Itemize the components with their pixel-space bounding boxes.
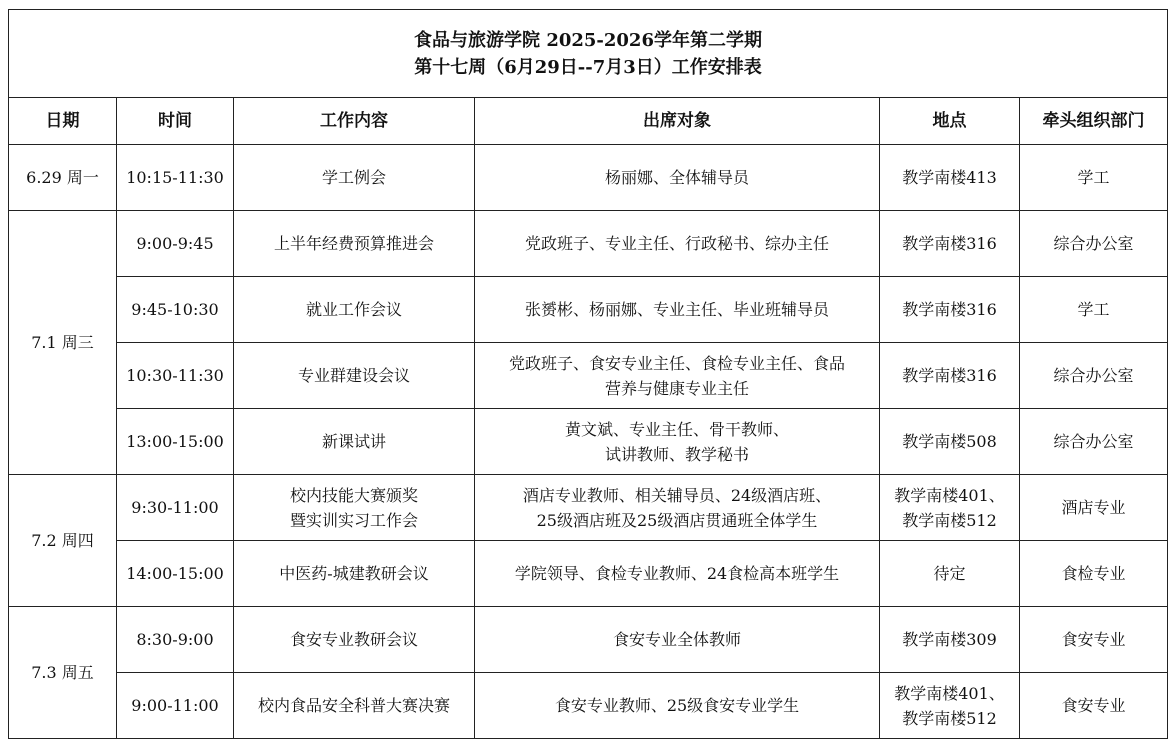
cell-attendees-line: 学院领导、食检专业教师、24食检高本班学生: [514, 564, 840, 583]
cell-location-line: 待定: [933, 564, 966, 583]
cell-dept: 综合办公室: [1020, 211, 1168, 277]
cell-content-line: 专业群建设会议: [297, 366, 410, 385]
title-line-1: 食品与旅游学院 2025-2026学年第二学期: [414, 29, 762, 51]
cell-location: [880, 145, 1020, 211]
cell-content: [234, 343, 475, 409]
cell-time: 10:15-11:30: [117, 145, 234, 211]
cell-attendees-line: 营养与健康专业主任: [604, 378, 749, 398]
cell-content: [234, 277, 475, 343]
cell-content: [234, 475, 475, 541]
cell-dept: 酒店专业: [1020, 475, 1168, 541]
cell-attendees-line: 酒店专业教师、相关辅导员、24级酒店班、: [522, 485, 832, 505]
cell-time: 9:00-11:00: [117, 673, 234, 739]
cell-location: [880, 343, 1020, 409]
cell-dept: 食检专业: [1020, 541, 1168, 607]
cell-date: 7.2 周四: [9, 475, 117, 607]
cell-content-line: 学工例会: [321, 168, 386, 187]
cell-location: [880, 541, 1020, 607]
cell-location-line: 教学南楼413: [902, 168, 997, 187]
cell-time: 9:45-10:30: [117, 277, 234, 343]
cell-attendees-line: 25级酒店班及25级酒店贯通班全体学生: [536, 510, 818, 530]
cell-content: [234, 211, 475, 277]
cell-attendees-line: 黄文斌、专业主任、骨干教师、: [564, 419, 789, 439]
cell-location-line: 教学南楼512: [902, 708, 997, 728]
cell-location-line: 教学南楼309: [902, 630, 997, 649]
cell-attendees: [475, 145, 880, 211]
cell-location: [880, 475, 1020, 541]
header-attendees: 出席对象: [475, 98, 880, 145]
cell-location: [880, 673, 1020, 739]
table-row: [9, 145, 1168, 211]
cell-dept: 学工: [1020, 277, 1168, 343]
cell-content-line: 食安专业教研会议: [289, 630, 418, 649]
cell-dept: 综合办公室: [1020, 343, 1168, 409]
cell-attendees-line: 杨丽娜、全体辅导员: [604, 168, 749, 187]
cell-attendees-line: 食安专业全体教师: [612, 630, 741, 649]
header-dept: 牵头组织部门: [1020, 98, 1168, 145]
cell-attendees-line: 党政班子、专业主任、行政秘书、综办主任: [524, 234, 829, 253]
schedule-table: [8, 9, 1168, 739]
cell-content: [234, 145, 475, 211]
cell-location-line: 教学南楼512: [902, 510, 997, 530]
header-location: 地点: [880, 98, 1020, 145]
cell-attendees: [475, 475, 880, 541]
table-row: [9, 475, 1168, 541]
cell-content-line: 暨实训实习工作会: [289, 510, 418, 530]
cell-content: [234, 541, 475, 607]
cell-content: [234, 607, 475, 673]
cell-location-line: 教学南楼401、: [894, 683, 1005, 703]
cell-attendees: [475, 277, 880, 343]
cell-location: [880, 277, 1020, 343]
cell-content-line: 上半年经费预算推进会: [273, 234, 434, 253]
cell-content: [234, 409, 475, 475]
cell-content-line: 校内技能大赛颁奖: [289, 485, 418, 505]
table-row: [9, 277, 1168, 343]
cell-location-line: 教学南楼508: [902, 432, 997, 451]
cell-location: [880, 607, 1020, 673]
cell-location: [880, 409, 1020, 475]
page-title: [9, 10, 1168, 98]
table-row: [9, 607, 1168, 673]
header-content: 工作内容: [234, 98, 475, 145]
cell-attendees-line: 食安专业教师、25级食安专业学生: [554, 696, 800, 715]
cell-attendees-line: 试讲教师、教学秘书: [604, 444, 749, 464]
cell-content: [234, 673, 475, 739]
table-row: [9, 211, 1168, 277]
cell-attendees: [475, 211, 880, 277]
cell-time: 13:00-15:00: [117, 409, 234, 475]
cell-location-line: 教学南楼316: [902, 300, 997, 319]
cell-attendees-line: 党政班子、食安专业主任、食检专业主任、食品: [508, 353, 845, 373]
schedule-body: [9, 145, 1168, 739]
header-time: 时间: [117, 98, 234, 145]
cell-attendees-line: 张赟彬、杨丽娜、专业主任、毕业班辅导员: [524, 300, 829, 319]
cell-content-line: 就业工作会议: [305, 300, 402, 319]
cell-content-line: 中医药-城建教研会议: [279, 564, 429, 583]
cell-date: 7.1 周三: [9, 211, 117, 475]
table-row: [9, 409, 1168, 475]
cell-dept: 食安专业: [1020, 673, 1168, 739]
table-row: [9, 343, 1168, 409]
cell-attendees: [475, 409, 880, 475]
cell-content-line: 校内食品安全科普大赛决赛: [257, 696, 450, 715]
cell-attendees: [475, 541, 880, 607]
header-row: [9, 98, 1168, 145]
title-line-2: 第十七周（6月29日--7月3日）工作安排表: [414, 56, 762, 78]
cell-dept: 食安专业: [1020, 607, 1168, 673]
cell-attendees: [475, 673, 880, 739]
header-date: 日期: [9, 98, 117, 145]
cell-attendees: [475, 607, 880, 673]
cell-time: 9:00-9:45: [117, 211, 234, 277]
cell-date: 7.3 周五: [9, 607, 117, 739]
cell-date: 6.29 周一: [9, 145, 117, 211]
cell-time: 14:00-15:00: [117, 541, 234, 607]
cell-time: 10:30-11:30: [117, 343, 234, 409]
cell-dept: 综合办公室: [1020, 409, 1168, 475]
cell-location-line: 教学南楼316: [902, 366, 997, 385]
cell-location-line: 教学南楼401、: [894, 485, 1005, 505]
cell-location: [880, 211, 1020, 277]
cell-attendees: [475, 343, 880, 409]
cell-content-line: 新课试讲: [321, 432, 386, 451]
table-row: [9, 673, 1168, 739]
cell-dept: 学工: [1020, 145, 1168, 211]
cell-time: 8:30-9:00: [117, 607, 234, 673]
cell-location-line: 教学南楼316: [902, 234, 997, 253]
cell-time: 9:30-11:00: [117, 475, 234, 541]
table-row: [9, 541, 1168, 607]
